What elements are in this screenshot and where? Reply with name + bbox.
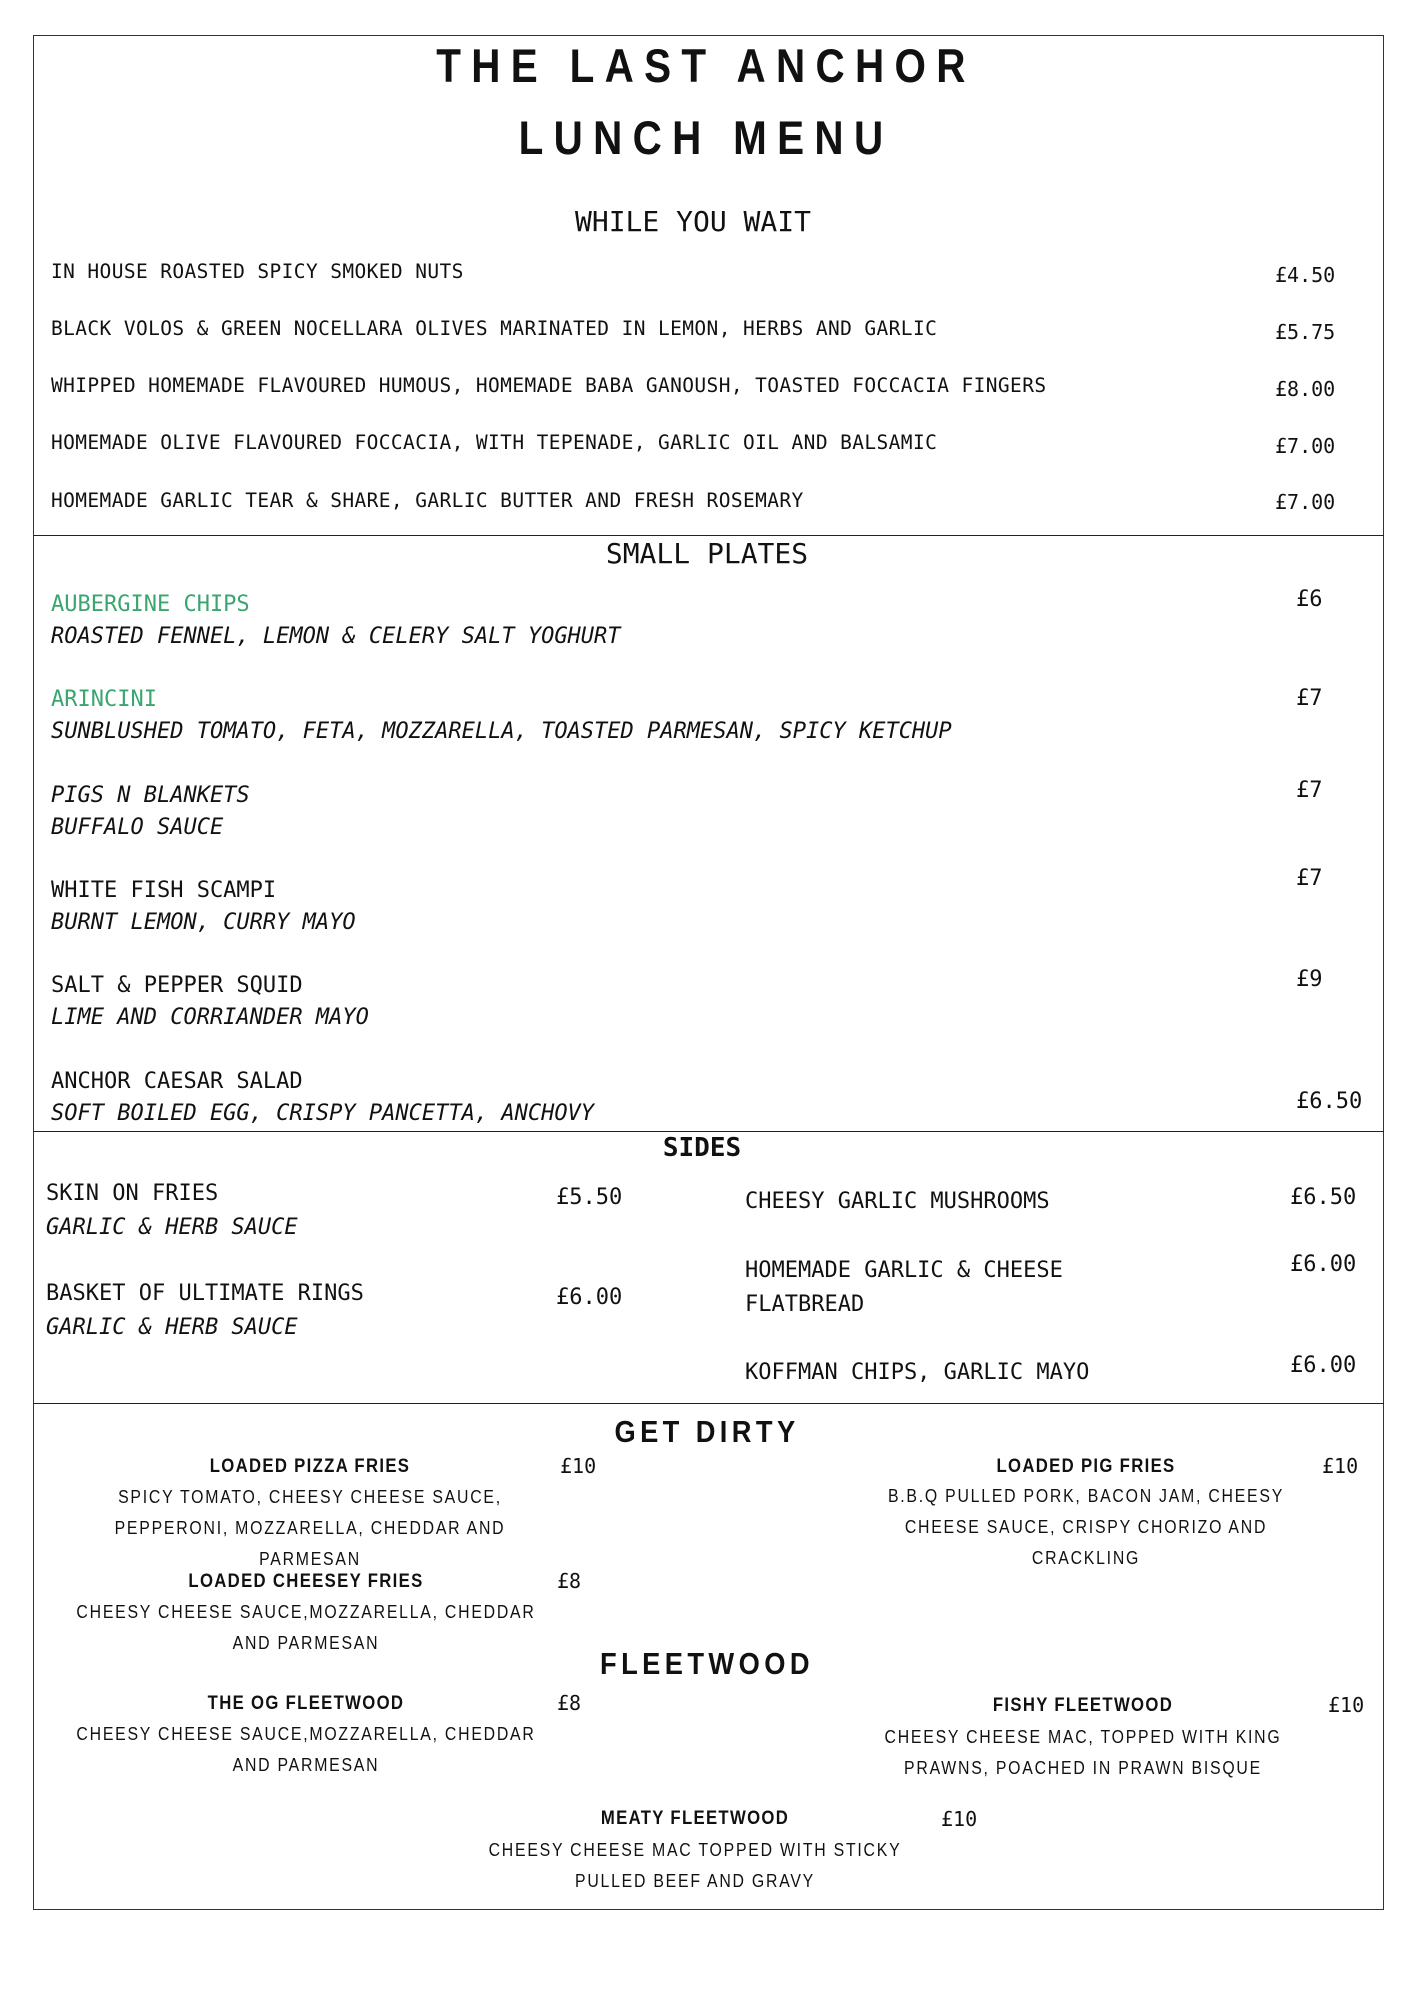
wyw-item-name: BLACK VOLOS & GREEN NOCELLARA OLIVES MARINATED IN LEMON, HERBS AND GARLIC xyxy=(51,317,938,340)
side-price: £6.00 xyxy=(1290,1252,1357,1277)
section-heading-while-you-wait: WHILE YOU WAIT xyxy=(574,205,811,238)
dirty-item-price: £8 xyxy=(557,1569,582,1593)
menu-title: LUNCH MENU xyxy=(518,111,894,164)
section-divider xyxy=(33,535,1384,536)
small-plate-price: £7 xyxy=(1296,686,1323,711)
dirty-item-desc: B.B.Q PULLED PORK, BACON JAM, CHEESY CHEESE SAUCE, CRISPY CHORIZO AND CRACKLING xyxy=(887,1486,1285,1568)
dirty-item-name: LOADED CHEESEY FRIES xyxy=(188,1571,424,1592)
side-name: SKIN ON FRIES xyxy=(46,1181,219,1206)
section-divider xyxy=(33,1131,1384,1132)
fleetwood-item-desc: CHEESY CHEESE MAC TOPPED WITH STICKY PULLED BEEF AND GRAVY xyxy=(488,1840,902,1891)
small-plate-price: £7 xyxy=(1296,778,1323,803)
wyw-item-name: HOMEMADE GARLIC TEAR & SHARE, GARLIC BUTTER AND FRESH ROSEMARY xyxy=(51,489,804,512)
small-plate-desc: SUNBLUSHED TOMATO, FETA, MOZZARELLA, TOASTED PARMESAN, SPICY KETCHUP xyxy=(51,719,952,744)
side-name: BASKET OF ULTIMATE RINGS xyxy=(46,1281,364,1306)
small-plate-price: £9 xyxy=(1296,967,1323,992)
dirty-item-name: LOADED PIZZA FRIES xyxy=(209,1456,411,1477)
restaurant-title: THE LAST ANCHOR xyxy=(436,39,976,92)
small-plate-price: £6 xyxy=(1296,587,1323,612)
side-desc: GARLIC & HERB SAUCE xyxy=(46,1215,298,1240)
wyw-item-name: HOMEMADE OLIVE FLAVOURED FOCCACIA, WITH TEPENADE, GARLIC OIL AND BALSAMIC xyxy=(51,431,938,454)
section-divider xyxy=(33,1403,1384,1404)
wyw-item-name: WHIPPED HOMEMADE FLAVOURED HUMOUS, HOMEMADE BABA GANOUSH, TOASTED FOCCACIA FINGERS xyxy=(51,374,1047,397)
wyw-item-price: £5.75 xyxy=(1275,320,1336,344)
side-price: £6.00 xyxy=(1290,1353,1357,1378)
fleetwood-item-price: £10 xyxy=(1328,1693,1365,1717)
small-plate-name: ARINCINI xyxy=(51,687,157,712)
side-desc: GARLIC & HERB SAUCE xyxy=(46,1315,298,1340)
dirty-item-price: £10 xyxy=(560,1454,597,1478)
small-plate-desc: SOFT BOILED EGG, CRISPY PANCETTA, ANCHOVY xyxy=(51,1101,595,1126)
small-plate-price: £6.50 xyxy=(1296,1089,1363,1114)
small-plate-name: PIGS N BLANKETS xyxy=(51,783,250,808)
section-heading-fleetwood: FLEETWOOD xyxy=(600,1646,814,1681)
section-heading-sides: SIDES xyxy=(662,1133,742,1163)
small-plate-name: AUBERGINE CHIPS xyxy=(51,592,250,617)
section-heading-small-plates: SMALL PLATES xyxy=(605,537,809,570)
side-name-continued: FLATBREAD xyxy=(745,1292,865,1317)
small-plate-desc: LIME AND CORRIANDER MAYO xyxy=(51,1005,369,1030)
small-plate-desc: BURNT LEMON, CURRY MAYO xyxy=(51,910,356,935)
dirty-item-price: £10 xyxy=(1322,1454,1359,1478)
side-price: £6.50 xyxy=(1290,1185,1357,1210)
small-plate-desc: ROASTED FENNEL, LEMON & CELERY SALT YOGHURT xyxy=(51,624,621,649)
section-heading-get-dirty: GET DIRTY xyxy=(614,1414,800,1449)
fleetwood-item-desc: CHEESY CHEESE MAC, TOPPED WITH KING PRAWNS, POACHED IN PRAWN BISQUE xyxy=(884,1727,1282,1778)
wyw-item-name: IN HOUSE ROASTED SPICY SMOKED NUTS xyxy=(51,260,464,283)
fleetwood-item-desc: CHEESY CHEESE SAUCE,MOZZARELLA, CHEDDAR AND PARMESAN xyxy=(76,1724,536,1775)
fleetwood-item-name: FISHY FLEETWOOD xyxy=(992,1695,1174,1716)
side-name: HOMEMADE GARLIC & CHEESE xyxy=(745,1258,1063,1283)
fleetwood-item-name: THE OG FLEETWOOD xyxy=(207,1693,405,1714)
wyw-item-price: £8.00 xyxy=(1275,377,1336,401)
side-price: £5.50 xyxy=(556,1185,623,1210)
wyw-item-price: £4.50 xyxy=(1275,263,1336,287)
dirty-item-desc: CHEESY CHEESE SAUCE,MOZZARELLA, CHEDDAR AND PARMESAN xyxy=(76,1602,536,1653)
side-name: KOFFMAN CHIPS, GARLIC MAYO xyxy=(745,1360,1090,1385)
side-name: CHEESY GARLIC MUSHROOMS xyxy=(745,1189,1050,1214)
fleetwood-item-price: £10 xyxy=(941,1807,978,1831)
dirty-item-desc: SPICY TOMATO, CHEESY CHEESE SAUCE, PEPPERONI, MOZZARELLA, CHEDDAR AND PARMESAN xyxy=(114,1487,506,1569)
dirty-item-name: LOADED PIG FRIES xyxy=(996,1456,1176,1477)
wyw-item-price: £7.00 xyxy=(1275,434,1336,458)
fleetwood-item-price: £8 xyxy=(557,1691,582,1715)
small-plate-name: ANCHOR CAESAR SALAD xyxy=(51,1069,303,1094)
side-price: £6.00 xyxy=(556,1285,623,1310)
small-plate-name: SALT & PEPPER SQUID xyxy=(51,973,303,998)
fleetwood-item-name: MEATY FLEETWOOD xyxy=(600,1808,790,1829)
small-plate-desc: BUFFALO SAUCE xyxy=(51,815,224,840)
wyw-item-price: £7.00 xyxy=(1275,490,1336,514)
small-plate-name: WHITE FISH SCAMPI xyxy=(51,878,277,903)
small-plate-price: £7 xyxy=(1296,866,1323,891)
